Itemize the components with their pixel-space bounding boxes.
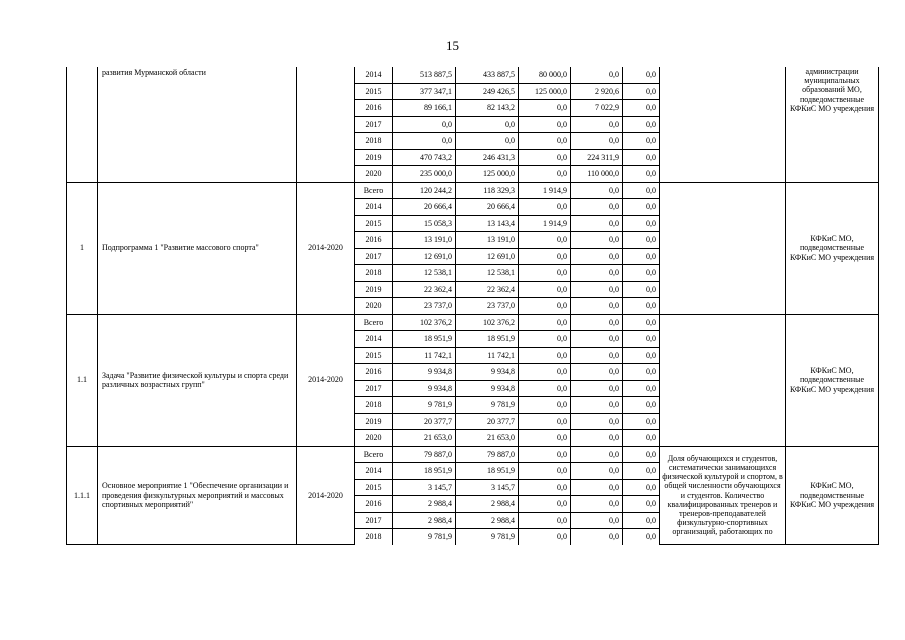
total-amount-cell: 2 988,4: [393, 496, 456, 513]
regional-budget-cell: 20 666,4: [456, 199, 519, 216]
year-cell: 2014: [355, 199, 393, 216]
item-name-cell: развития Мурманской области: [98, 67, 297, 182]
executor-cell: КФКиС МО, подведомственные КФКиС МО учреждения: [786, 314, 879, 446]
total-amount-cell: 377 347,1: [393, 83, 456, 100]
total-amount-cell: 18 951,9: [393, 331, 456, 348]
local-budget-cell: 0,0: [571, 331, 623, 348]
total-amount-cell: 20 666,4: [393, 199, 456, 216]
period-cell: 2014-2020: [297, 314, 355, 446]
other-sources-cell: 0,0: [623, 397, 660, 414]
total-amount-cell: 0,0: [393, 116, 456, 133]
other-sources-cell: 0,0: [623, 380, 660, 397]
regional-budget-cell: 2 988,4: [456, 496, 519, 513]
regional-budget-cell: 118 329,3: [456, 182, 519, 199]
local-budget-cell: 0,0: [571, 380, 623, 397]
other-sources-cell: 0,0: [623, 166, 660, 183]
year-cell: 2019: [355, 149, 393, 166]
year-cell: 2020: [355, 166, 393, 183]
total-amount-cell: 513 887,5: [393, 67, 456, 83]
local-budget-cell: 0,0: [571, 479, 623, 496]
other-sources-cell: 0,0: [623, 248, 660, 265]
federal-budget-cell: 0,0: [519, 298, 571, 315]
executor-cell: КФКиС МО, подведомственные КФКиС МО учреждения: [786, 446, 879, 545]
item-name-cell: Основное мероприятие 1 "Обеспечение организации и проведения физкультурных мероприятий и массовых спортивных мероприятий": [98, 446, 297, 545]
other-sources-cell: 0,0: [623, 512, 660, 529]
item-number-cell: 1.1.1: [67, 446, 98, 545]
other-sources-cell: 0,0: [623, 463, 660, 480]
local-budget-cell: 0,0: [571, 248, 623, 265]
indicator-cell: [660, 182, 786, 314]
indicator-cell: [660, 314, 786, 446]
local-budget-cell: 0,0: [571, 116, 623, 133]
table-row: [67, 67, 879, 83]
regional-budget-cell: 246 431,3: [456, 149, 519, 166]
regional-budget-cell: 2 988,4: [456, 512, 519, 529]
item-name-cell: Задача "Развитие физической культуры и спорта среди различных возрастных групп": [98, 314, 297, 446]
total-amount-cell: 22 362,4: [393, 281, 456, 298]
regional-budget-cell: 21 653,0: [456, 430, 519, 447]
local-budget-cell: 0,0: [571, 463, 623, 480]
federal-budget-cell: 0,0: [519, 199, 571, 216]
year-cell: 2016: [355, 364, 393, 381]
year-cell: 2018: [355, 265, 393, 282]
other-sources-cell: 0,0: [623, 529, 660, 545]
table-body: [67, 67, 879, 545]
regional-budget-cell: 79 887,0: [456, 446, 519, 463]
local-budget-cell: 0,0: [571, 413, 623, 430]
other-sources-cell: 0,0: [623, 281, 660, 298]
regional-budget-cell: 433 887,5: [456, 67, 519, 83]
year-cell: 2015: [355, 479, 393, 496]
other-sources-cell: 0,0: [623, 215, 660, 232]
total-amount-cell: 79 887,0: [393, 446, 456, 463]
local-budget-cell: 0,0: [571, 314, 623, 331]
regional-budget-cell: 13 191,0: [456, 232, 519, 249]
local-budget-cell: 7 022,9: [571, 100, 623, 117]
indicator-cell: [660, 67, 786, 182]
total-amount-cell: 3 145,7: [393, 479, 456, 496]
year-cell: 2017: [355, 380, 393, 397]
regional-budget-cell: 12 691,0: [456, 248, 519, 265]
local-budget-cell: 0,0: [571, 364, 623, 381]
local-budget-cell: 2 920,6: [571, 83, 623, 100]
total-amount-cell: 18 951,9: [393, 463, 456, 480]
federal-budget-cell: 0,0: [519, 116, 571, 133]
total-amount-cell: 15 058,3: [393, 215, 456, 232]
other-sources-cell: 0,0: [623, 331, 660, 348]
regional-budget-cell: 9 934,8: [456, 380, 519, 397]
local-budget-cell: 0,0: [571, 199, 623, 216]
regional-budget-cell: 23 737,0: [456, 298, 519, 315]
local-budget-cell: 0,0: [571, 281, 623, 298]
other-sources-cell: 0,0: [623, 496, 660, 513]
executor-cell: КФКиС МО, подведомственные КФКиС МО учреждения: [786, 182, 879, 314]
other-sources-cell: 0,0: [623, 413, 660, 430]
total-amount-cell: 89 166,1: [393, 100, 456, 117]
other-sources-cell: 0,0: [623, 265, 660, 282]
year-cell: 2018: [355, 133, 393, 150]
total-amount-cell: 9 781,9: [393, 397, 456, 414]
year-cell: 2019: [355, 281, 393, 298]
federal-budget-cell: 0,0: [519, 463, 571, 480]
federal-budget-cell: 0,0: [519, 529, 571, 545]
item-name-cell: Подпрограмма 1 "Развитие массового спорта": [98, 182, 297, 314]
table-row: [67, 314, 879, 331]
federal-budget-cell: 0,0: [519, 166, 571, 183]
other-sources-cell: 0,0: [623, 83, 660, 100]
year-cell: 2016: [355, 100, 393, 117]
federal-budget-cell: 0,0: [519, 430, 571, 447]
year-cell: Всего: [355, 182, 393, 199]
total-amount-cell: 9 781,9: [393, 529, 456, 545]
total-amount-cell: 2 988,4: [393, 512, 456, 529]
total-amount-cell: 12 538,1: [393, 265, 456, 282]
year-cell: 2015: [355, 83, 393, 100]
table-row: [67, 182, 879, 199]
federal-budget-cell: 0,0: [519, 512, 571, 529]
other-sources-cell: 0,0: [623, 446, 660, 463]
other-sources-cell: 0,0: [623, 430, 660, 447]
federal-budget-cell: 0,0: [519, 100, 571, 117]
local-budget-cell: 0,0: [571, 182, 623, 199]
total-amount-cell: 102 376,2: [393, 314, 456, 331]
year-cell: 2020: [355, 430, 393, 447]
federal-budget-cell: 0,0: [519, 446, 571, 463]
period-cell: [297, 67, 355, 182]
item-number-cell: [67, 67, 98, 182]
regional-budget-cell: 18 951,9: [456, 331, 519, 348]
total-amount-cell: 0,0: [393, 133, 456, 150]
executor-cell: администрации муниципальных образований МО, подведомственные КФКиС МО учреждения: [786, 67, 879, 182]
year-cell: 2015: [355, 215, 393, 232]
total-amount-cell: 20 377,7: [393, 413, 456, 430]
year-cell: 2014: [355, 463, 393, 480]
total-amount-cell: 470 743,2: [393, 149, 456, 166]
regional-budget-cell: 249 426,5: [456, 83, 519, 100]
federal-budget-cell: 0,0: [519, 397, 571, 414]
federal-budget-cell: 0,0: [519, 331, 571, 348]
federal-budget-cell: 0,0: [519, 380, 571, 397]
regional-budget-cell: 12 538,1: [456, 265, 519, 282]
other-sources-cell: 0,0: [623, 100, 660, 117]
year-cell: 2019: [355, 413, 393, 430]
federal-budget-cell: 0,0: [519, 364, 571, 381]
other-sources-cell: 0,0: [623, 479, 660, 496]
local-budget-cell: 0,0: [571, 347, 623, 364]
total-amount-cell: 21 653,0: [393, 430, 456, 447]
local-budget-cell: 0,0: [571, 496, 623, 513]
year-cell: 2016: [355, 232, 393, 249]
total-amount-cell: 23 737,0: [393, 298, 456, 315]
other-sources-cell: 0,0: [623, 364, 660, 381]
federal-budget-cell: 0,0: [519, 232, 571, 249]
local-budget-cell: 224 311,9: [571, 149, 623, 166]
federal-budget-cell: 0,0: [519, 479, 571, 496]
year-cell: 2017: [355, 116, 393, 133]
regional-budget-cell: 82 143,2: [456, 100, 519, 117]
total-amount-cell: 9 934,8: [393, 364, 456, 381]
local-budget-cell: 0,0: [571, 430, 623, 447]
year-cell: 2014: [355, 331, 393, 348]
table-row: [67, 446, 879, 463]
federal-budget-cell: 0,0: [519, 496, 571, 513]
local-budget-cell: 0,0: [571, 512, 623, 529]
other-sources-cell: 0,0: [623, 232, 660, 249]
other-sources-cell: 0,0: [623, 314, 660, 331]
local-budget-cell: 0,0: [571, 232, 623, 249]
other-sources-cell: 0,0: [623, 149, 660, 166]
federal-budget-cell: 0,0: [519, 347, 571, 364]
other-sources-cell: 0,0: [623, 116, 660, 133]
local-budget-cell: 0,0: [571, 67, 623, 83]
year-cell: 2017: [355, 512, 393, 529]
federal-budget-cell: 0,0: [519, 413, 571, 430]
federal-budget-cell: 1 914,9: [519, 215, 571, 232]
year-cell: 2020: [355, 298, 393, 315]
total-amount-cell: 235 000,0: [393, 166, 456, 183]
other-sources-cell: 0,0: [623, 133, 660, 150]
regional-budget-cell: 13 143,4: [456, 215, 519, 232]
local-budget-cell: 0,0: [571, 397, 623, 414]
total-amount-cell: 120 244,2: [393, 182, 456, 199]
local-budget-cell: 0,0: [571, 265, 623, 282]
other-sources-cell: 0,0: [623, 347, 660, 364]
other-sources-cell: 0,0: [623, 298, 660, 315]
year-cell: Всего: [355, 446, 393, 463]
regional-budget-cell: 125 000,0: [456, 166, 519, 183]
federal-budget-cell: 0,0: [519, 314, 571, 331]
local-budget-cell: 0,0: [571, 529, 623, 545]
local-budget-cell: 0,0: [571, 133, 623, 150]
year-cell: 2018: [355, 397, 393, 414]
federal-budget-cell: 0,0: [519, 265, 571, 282]
local-budget-cell: 110 000,0: [571, 166, 623, 183]
regional-budget-cell: 11 742,1: [456, 347, 519, 364]
regional-budget-cell: 18 951,9: [456, 463, 519, 480]
item-number-cell: 1.1: [67, 314, 98, 446]
other-sources-cell: 0,0: [623, 182, 660, 199]
federal-budget-cell: 0,0: [519, 133, 571, 150]
year-cell: Всего: [355, 314, 393, 331]
period-cell: 2014-2020: [297, 446, 355, 545]
total-amount-cell: 13 191,0: [393, 232, 456, 249]
local-budget-cell: 0,0: [571, 298, 623, 315]
year-cell: 2018: [355, 529, 393, 545]
regional-budget-cell: 20 377,7: [456, 413, 519, 430]
regional-budget-cell: 0,0: [456, 116, 519, 133]
regional-budget-cell: 9 781,9: [456, 529, 519, 545]
regional-budget-cell: 0,0: [456, 133, 519, 150]
item-number-cell: 1: [67, 182, 98, 314]
year-cell: 2017: [355, 248, 393, 265]
other-sources-cell: 0,0: [623, 67, 660, 83]
total-amount-cell: 11 742,1: [393, 347, 456, 364]
federal-budget-cell: 80 000,0: [519, 67, 571, 83]
regional-budget-cell: 9 934,8: [456, 364, 519, 381]
federal-budget-cell: 125 000,0: [519, 83, 571, 100]
page-number: 15: [446, 38, 459, 53]
indicator-cell: Доля обучающихся и студентов, систематически занимающихся физической культурой и спортом, в общей численности обучающихся и студентов. Количество квалифицированных тренеров и тренеров-преподавателей физкультурно-спортивных организаций, работающих по: [660, 446, 786, 545]
local-budget-cell: 0,0: [571, 446, 623, 463]
regional-budget-cell: 102 376,2: [456, 314, 519, 331]
other-sources-cell: 0,0: [623, 199, 660, 216]
federal-budget-cell: 0,0: [519, 248, 571, 265]
year-cell: 2014: [355, 67, 393, 83]
total-amount-cell: 12 691,0: [393, 248, 456, 265]
year-cell: 2016: [355, 496, 393, 513]
total-amount-cell: 9 934,8: [393, 380, 456, 397]
federal-budget-cell: 1 914,9: [519, 182, 571, 199]
budget-table: [66, 67, 879, 545]
regional-budget-cell: 22 362,4: [456, 281, 519, 298]
federal-budget-cell: 0,0: [519, 281, 571, 298]
period-cell: 2014-2020: [297, 182, 355, 314]
federal-budget-cell: 0,0: [519, 149, 571, 166]
year-cell: 2015: [355, 347, 393, 364]
regional-budget-cell: 9 781,9: [456, 397, 519, 414]
local-budget-cell: 0,0: [571, 215, 623, 232]
regional-budget-cell: 3 145,7: [456, 479, 519, 496]
